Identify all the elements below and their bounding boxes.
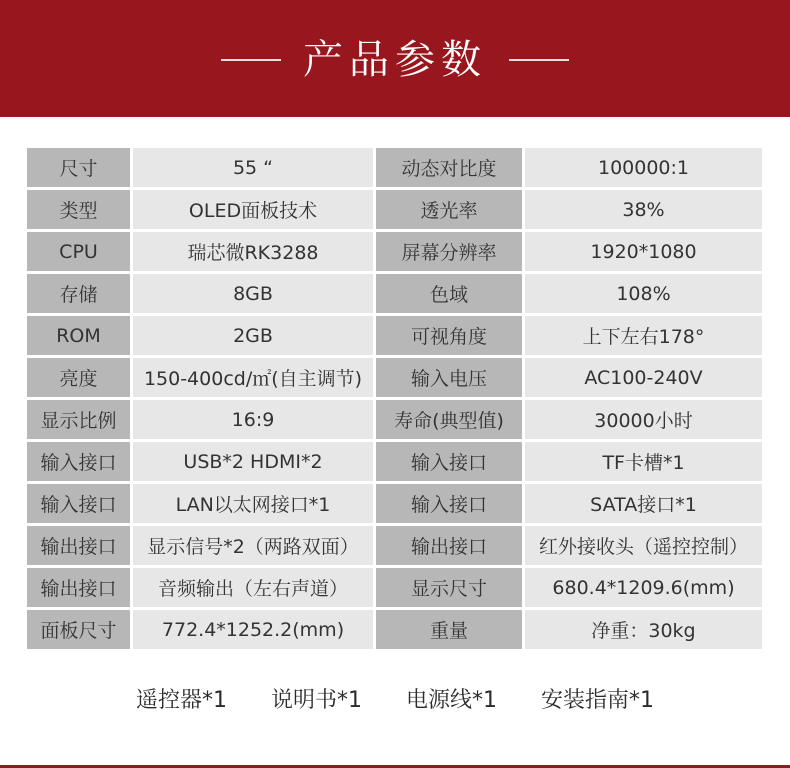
accessory-item: 遥控器*1 [136, 687, 227, 713]
spec-label: 输入接口 [376, 442, 522, 481]
spec-value: 100000:1 [525, 148, 762, 187]
spec-row [27, 274, 762, 313]
accessories-list [0, 678, 790, 718]
accessory-item: 说明书*1 [271, 687, 362, 713]
header-title-group [0, 30, 790, 90]
spec-row [27, 190, 762, 229]
spec-label: 输出接口 [27, 526, 130, 565]
spec-value: 显示信号*2（两路双面） [133, 526, 373, 565]
spec-label: 尺寸 [27, 148, 130, 187]
spec-label: 显示比例 [27, 400, 130, 439]
spec-value: 红外接收头（遥控控制） [525, 526, 762, 565]
spec-value: 音频输出（左右声道） [133, 568, 373, 607]
spec-value: OLED面板技术 [133, 190, 373, 229]
spec-row [27, 610, 762, 649]
header-banner [0, 0, 790, 117]
spec-label: 面板尺寸 [27, 610, 130, 649]
spec-label: CPU [27, 232, 130, 271]
spec-row [27, 148, 762, 187]
spec-row [27, 484, 762, 523]
spec-label: 屏幕分辨率 [376, 232, 522, 271]
spec-value: AC100-240V [525, 358, 762, 397]
page-title: 产品参数 [303, 37, 487, 83]
spec-value: 680.4*1209.6(mm) [525, 568, 762, 607]
spec-value: 2GB [133, 316, 373, 355]
spec-label: 类型 [27, 190, 130, 229]
spec-label: 动态对比度 [376, 148, 522, 187]
spec-row [27, 568, 762, 607]
accessory-item: 电源线*1 [406, 687, 497, 713]
spec-label: 输入接口 [27, 442, 130, 481]
spec-table [24, 145, 765, 652]
spec-value: 108% [525, 274, 762, 313]
spec-value: 16:9 [133, 400, 373, 439]
spec-value: 瑞芯微RK3288 [133, 232, 373, 271]
spec-row [27, 442, 762, 481]
spec-value: 772.4*1252.2(mm) [133, 610, 373, 649]
spec-label: 存储 [27, 274, 130, 313]
spec-value: 30000小时 [525, 400, 762, 439]
spec-label: 输出接口 [27, 568, 130, 607]
accessory-item: 安装指南*1 [541, 687, 654, 713]
spec-row [27, 232, 762, 271]
title-right-rule [509, 59, 569, 61]
spec-label: 重量 [376, 610, 522, 649]
spec-label: ROM [27, 316, 130, 355]
spec-row [27, 526, 762, 565]
spec-value: 1920*1080 [525, 232, 762, 271]
spec-value: 上下左右178° [525, 316, 762, 355]
spec-value: 净重：30kg [525, 610, 762, 649]
spec-value: 38% [525, 190, 762, 229]
spec-row [27, 316, 762, 355]
spec-table-body [27, 148, 762, 649]
title-left-rule [221, 59, 281, 61]
spec-label: 透光率 [376, 190, 522, 229]
spec-row [27, 358, 762, 397]
spec-label: 输出接口 [376, 526, 522, 565]
spec-value: SATA接口*1 [525, 484, 762, 523]
spec-label: 输入接口 [376, 484, 522, 523]
spec-label: 寿命(典型值) [376, 400, 522, 439]
spec-label: 亮度 [27, 358, 130, 397]
spec-row [27, 400, 762, 439]
spec-value: USB*2 HDMI*2 [133, 442, 373, 481]
spec-label: 色域 [376, 274, 522, 313]
spec-value: 8GB [133, 274, 373, 313]
spec-label: 输入电压 [376, 358, 522, 397]
spec-value: TF卡槽*1 [525, 442, 762, 481]
spec-label: 可视角度 [376, 316, 522, 355]
spec-label: 输入接口 [27, 484, 130, 523]
spec-value: 55 “ [133, 148, 373, 187]
spec-value: LAN以太网接口*1 [133, 484, 373, 523]
spec-label: 显示尺寸 [376, 568, 522, 607]
spec-value: 150-400cd/㎡(自主调节) [133, 358, 373, 397]
